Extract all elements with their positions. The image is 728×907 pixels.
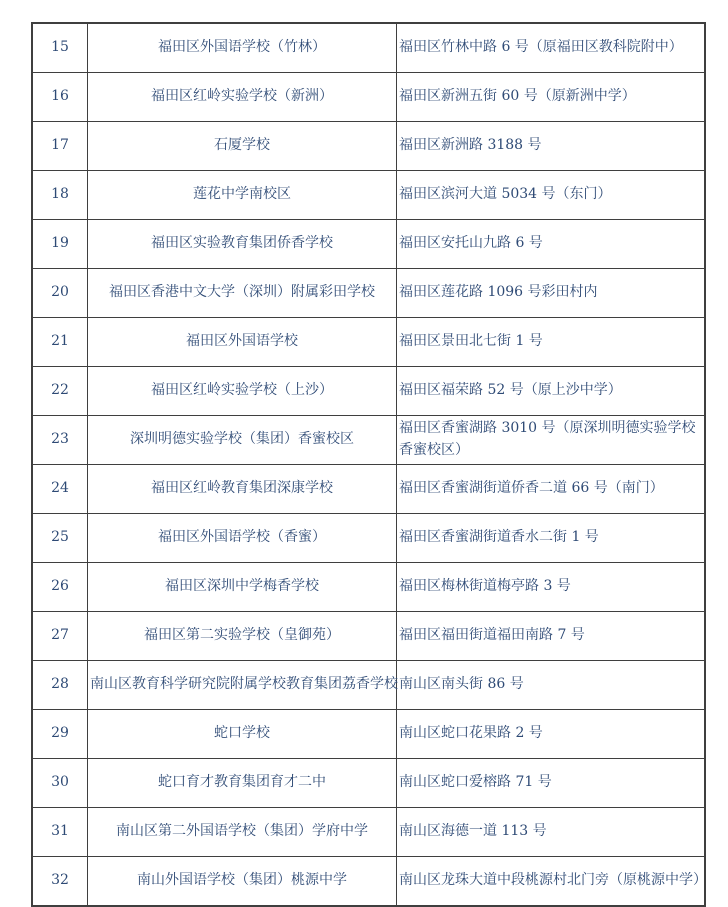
row-number-cell: 15 bbox=[32, 23, 88, 73]
school-address-cell: 南山区蛇口花果路 2 号 bbox=[397, 710, 706, 759]
row-number-cell: 18 bbox=[32, 171, 88, 220]
school-address-cell: 福田区梅林街道梅亭路 3 号 bbox=[397, 563, 706, 612]
school-address-cell: 福田区新洲路 3188 号 bbox=[397, 122, 706, 171]
school-address-cell: 福田区安托山九路 6 号 bbox=[397, 220, 706, 269]
school-name-cell: 石厦学校 bbox=[88, 122, 397, 171]
table-row bbox=[32, 367, 705, 416]
table-row bbox=[32, 73, 705, 122]
school-address-cell: 福田区滨河大道 5034 号（东门） bbox=[397, 171, 706, 220]
row-number-cell: 22 bbox=[32, 367, 88, 416]
school-name-cell: 深圳明德实验学校（集团）香蜜校区 bbox=[88, 416, 397, 465]
table-row bbox=[32, 269, 705, 318]
table-row bbox=[32, 318, 705, 367]
row-number-cell: 21 bbox=[32, 318, 88, 367]
school-name-cell: 福田区实验教育集团侨香学校 bbox=[88, 220, 397, 269]
row-number-cell: 32 bbox=[32, 857, 88, 907]
school-name-cell: 蛇口学校 bbox=[88, 710, 397, 759]
school-name-cell: 南山区第二外国语学校（集团）学府中学 bbox=[88, 808, 397, 857]
school-address-cell: 福田区福田街道福田南路 7 号 bbox=[397, 612, 706, 661]
table-row bbox=[32, 759, 705, 808]
school-name-cell: 福田区红岭实验学校（新洲） bbox=[88, 73, 397, 122]
row-number-cell: 27 bbox=[32, 612, 88, 661]
school-name-cell: 福田区外国语学校 bbox=[88, 318, 397, 367]
table-row bbox=[32, 661, 705, 710]
school-address-cell: 南山区海德一道 113 号 bbox=[397, 808, 706, 857]
school-name-cell: 福田区第二实验学校（皇御苑） bbox=[88, 612, 397, 661]
table-row bbox=[32, 465, 705, 514]
table-row bbox=[32, 808, 705, 857]
school-address-cell: 福田区香蜜湖街道香水二街 1 号 bbox=[397, 514, 706, 563]
row-number-cell: 19 bbox=[32, 220, 88, 269]
school-name-cell: 莲花中学南校区 bbox=[88, 171, 397, 220]
row-number-cell: 17 bbox=[32, 122, 88, 171]
table-row bbox=[32, 563, 705, 612]
school-name-cell: 福田区香港中文大学（深圳）附属彩田学校 bbox=[88, 269, 397, 318]
row-number-cell: 20 bbox=[32, 269, 88, 318]
table-body bbox=[32, 23, 705, 906]
school-name-cell: 福田区红岭实验学校（上沙） bbox=[88, 367, 397, 416]
table-row bbox=[32, 416, 705, 465]
row-number-cell: 26 bbox=[32, 563, 88, 612]
school-address-cell: 福田区莲花路 1096 号彩田村内 bbox=[397, 269, 706, 318]
school-address-cell: 福田区竹林中路 6 号（原福田区教科院附中） bbox=[397, 23, 706, 73]
school-name-cell: 南山区教育科学研究院附属学校教育集团荔香学校 bbox=[88, 661, 397, 710]
school-address-cell: 福田区香蜜湖街道侨香二道 66 号（南门） bbox=[397, 465, 706, 514]
table-row bbox=[32, 857, 705, 907]
school-address-cell: 福田区福荣路 52 号（原上沙中学） bbox=[397, 367, 706, 416]
row-number-cell: 16 bbox=[32, 73, 88, 122]
table-row bbox=[32, 23, 705, 73]
school-address-cell: 南山区龙珠大道中段桃源村北门旁（原桃源中学） bbox=[397, 857, 706, 907]
school-address-cell: 福田区新洲五街 60 号（原新洲中学） bbox=[397, 73, 706, 122]
table-row bbox=[32, 122, 705, 171]
school-address-cell: 南山区南头街 86 号 bbox=[397, 661, 706, 710]
school-name-cell: 福田区外国语学校（竹林） bbox=[88, 23, 397, 73]
school-name-cell: 福田区深圳中学梅香学校 bbox=[88, 563, 397, 612]
row-number-cell: 25 bbox=[32, 514, 88, 563]
table-row bbox=[32, 514, 705, 563]
table-row bbox=[32, 220, 705, 269]
school-address-table bbox=[31, 22, 706, 907]
row-number-cell: 30 bbox=[32, 759, 88, 808]
table-row bbox=[32, 710, 705, 759]
row-number-cell: 29 bbox=[32, 710, 88, 759]
school-address-cell: 南山区蛇口爱榕路 71 号 bbox=[397, 759, 706, 808]
table-row bbox=[32, 612, 705, 661]
row-number-cell: 24 bbox=[32, 465, 88, 514]
row-number-cell: 31 bbox=[32, 808, 88, 857]
school-name-cell: 福田区红岭教育集团深康学校 bbox=[88, 465, 397, 514]
school-address-cell: 福田区景田北七街 1 号 bbox=[397, 318, 706, 367]
row-number-cell: 23 bbox=[32, 416, 88, 465]
school-name-cell: 福田区外国语学校（香蜜） bbox=[88, 514, 397, 563]
school-address-cell: 福田区香蜜湖路 3010 号（原深圳明德实验学校香蜜校区） bbox=[397, 416, 706, 465]
row-number-cell: 28 bbox=[32, 661, 88, 710]
school-name-cell: 蛇口育才教育集团育才二中 bbox=[88, 759, 397, 808]
table-row bbox=[32, 171, 705, 220]
school-name-cell: 南山外国语学校（集团）桃源中学 bbox=[88, 857, 397, 907]
